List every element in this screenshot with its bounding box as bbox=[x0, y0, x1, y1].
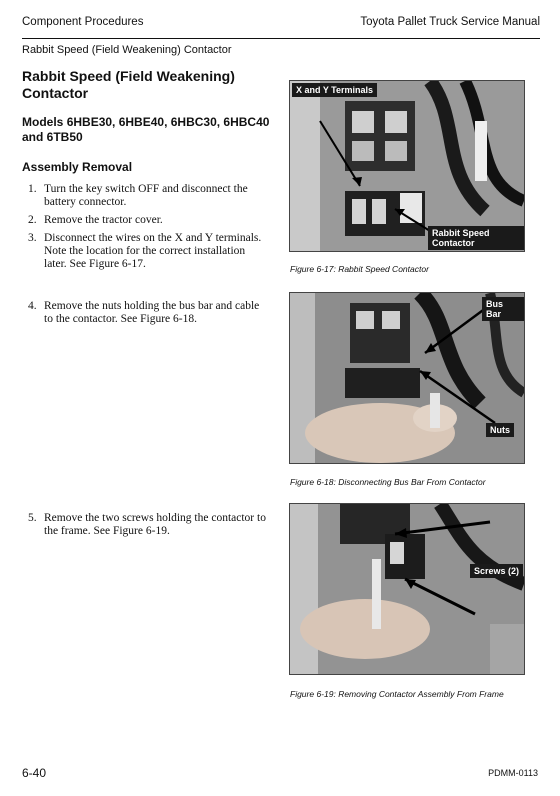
document-number: PDMM-0113 bbox=[488, 768, 538, 778]
figure-6-17-caption: Figure 6-17: Rabbit Speed Contactor bbox=[290, 264, 429, 274]
running-header-left: Component Procedures bbox=[22, 16, 144, 28]
step-text: Remove the tractor cover. bbox=[44, 214, 163, 226]
step-2 bbox=[28, 214, 268, 227]
header-rule bbox=[22, 38, 540, 39]
figure-6-18-photo bbox=[289, 292, 525, 464]
step-text: Remove the nuts holding the bus bar and cable to the contactor. See Figure 6-18. bbox=[44, 300, 260, 325]
step-number: 1. bbox=[28, 183, 37, 195]
models-line bbox=[22, 115, 282, 145]
figure-6-18-caption: Figure 6-18: Disconnecting Bus Bar From Contactor bbox=[290, 477, 486, 487]
callout-nuts: Nuts bbox=[486, 423, 514, 437]
section-header: Rabbit Speed (Field Weakening) Contactor bbox=[22, 44, 232, 56]
page-title: Rabbit Speed (Field Weakening) Contactor bbox=[22, 68, 235, 101]
step-1 bbox=[28, 183, 268, 209]
models-list: 6HBE30, 6HBE40, 6HBC30, 6HBC40 and 6TB50 bbox=[22, 115, 270, 144]
callout-bus-bar: Bus Bar bbox=[482, 297, 524, 321]
running-header-right: Toyota Pallet Truck Service Manual bbox=[360, 16, 540, 28]
step-4 bbox=[28, 300, 268, 326]
step-text: Turn the key switch OFF and disconnect the battery connector. bbox=[44, 183, 248, 208]
figure-6-19-photo bbox=[289, 503, 525, 675]
section-heading: Assembly Removal bbox=[22, 160, 133, 174]
screws-photo-illustration bbox=[290, 504, 524, 674]
callout-xy-terminals: X and Y Terminals bbox=[292, 83, 377, 97]
step-number: 2. bbox=[28, 214, 37, 226]
step-3 bbox=[28, 232, 268, 271]
step-number: 4. bbox=[28, 300, 37, 312]
page-number: 6-40 bbox=[22, 766, 47, 780]
step-number: 5. bbox=[28, 512, 37, 524]
step-5 bbox=[28, 512, 268, 538]
models-prefix: Models bbox=[22, 115, 64, 129]
step-text: Disconnect the wires on the X and Y terminals. Note the location for the correct installation later. See Figure 6-17. bbox=[44, 232, 262, 270]
callout-screws: Screws (2) bbox=[470, 564, 523, 578]
callout-rabbit-speed-contactor: Rabbit Speed Contactor bbox=[428, 226, 524, 250]
step-text: Remove the two screws holding the contactor to the frame. See Figure 6-19. bbox=[44, 512, 266, 537]
step-number: 3. bbox=[28, 232, 37, 244]
figure-6-19-caption: Figure 6-19: Removing Contactor Assembly From Frame bbox=[290, 689, 504, 699]
figure-6-17-photo bbox=[289, 80, 525, 252]
